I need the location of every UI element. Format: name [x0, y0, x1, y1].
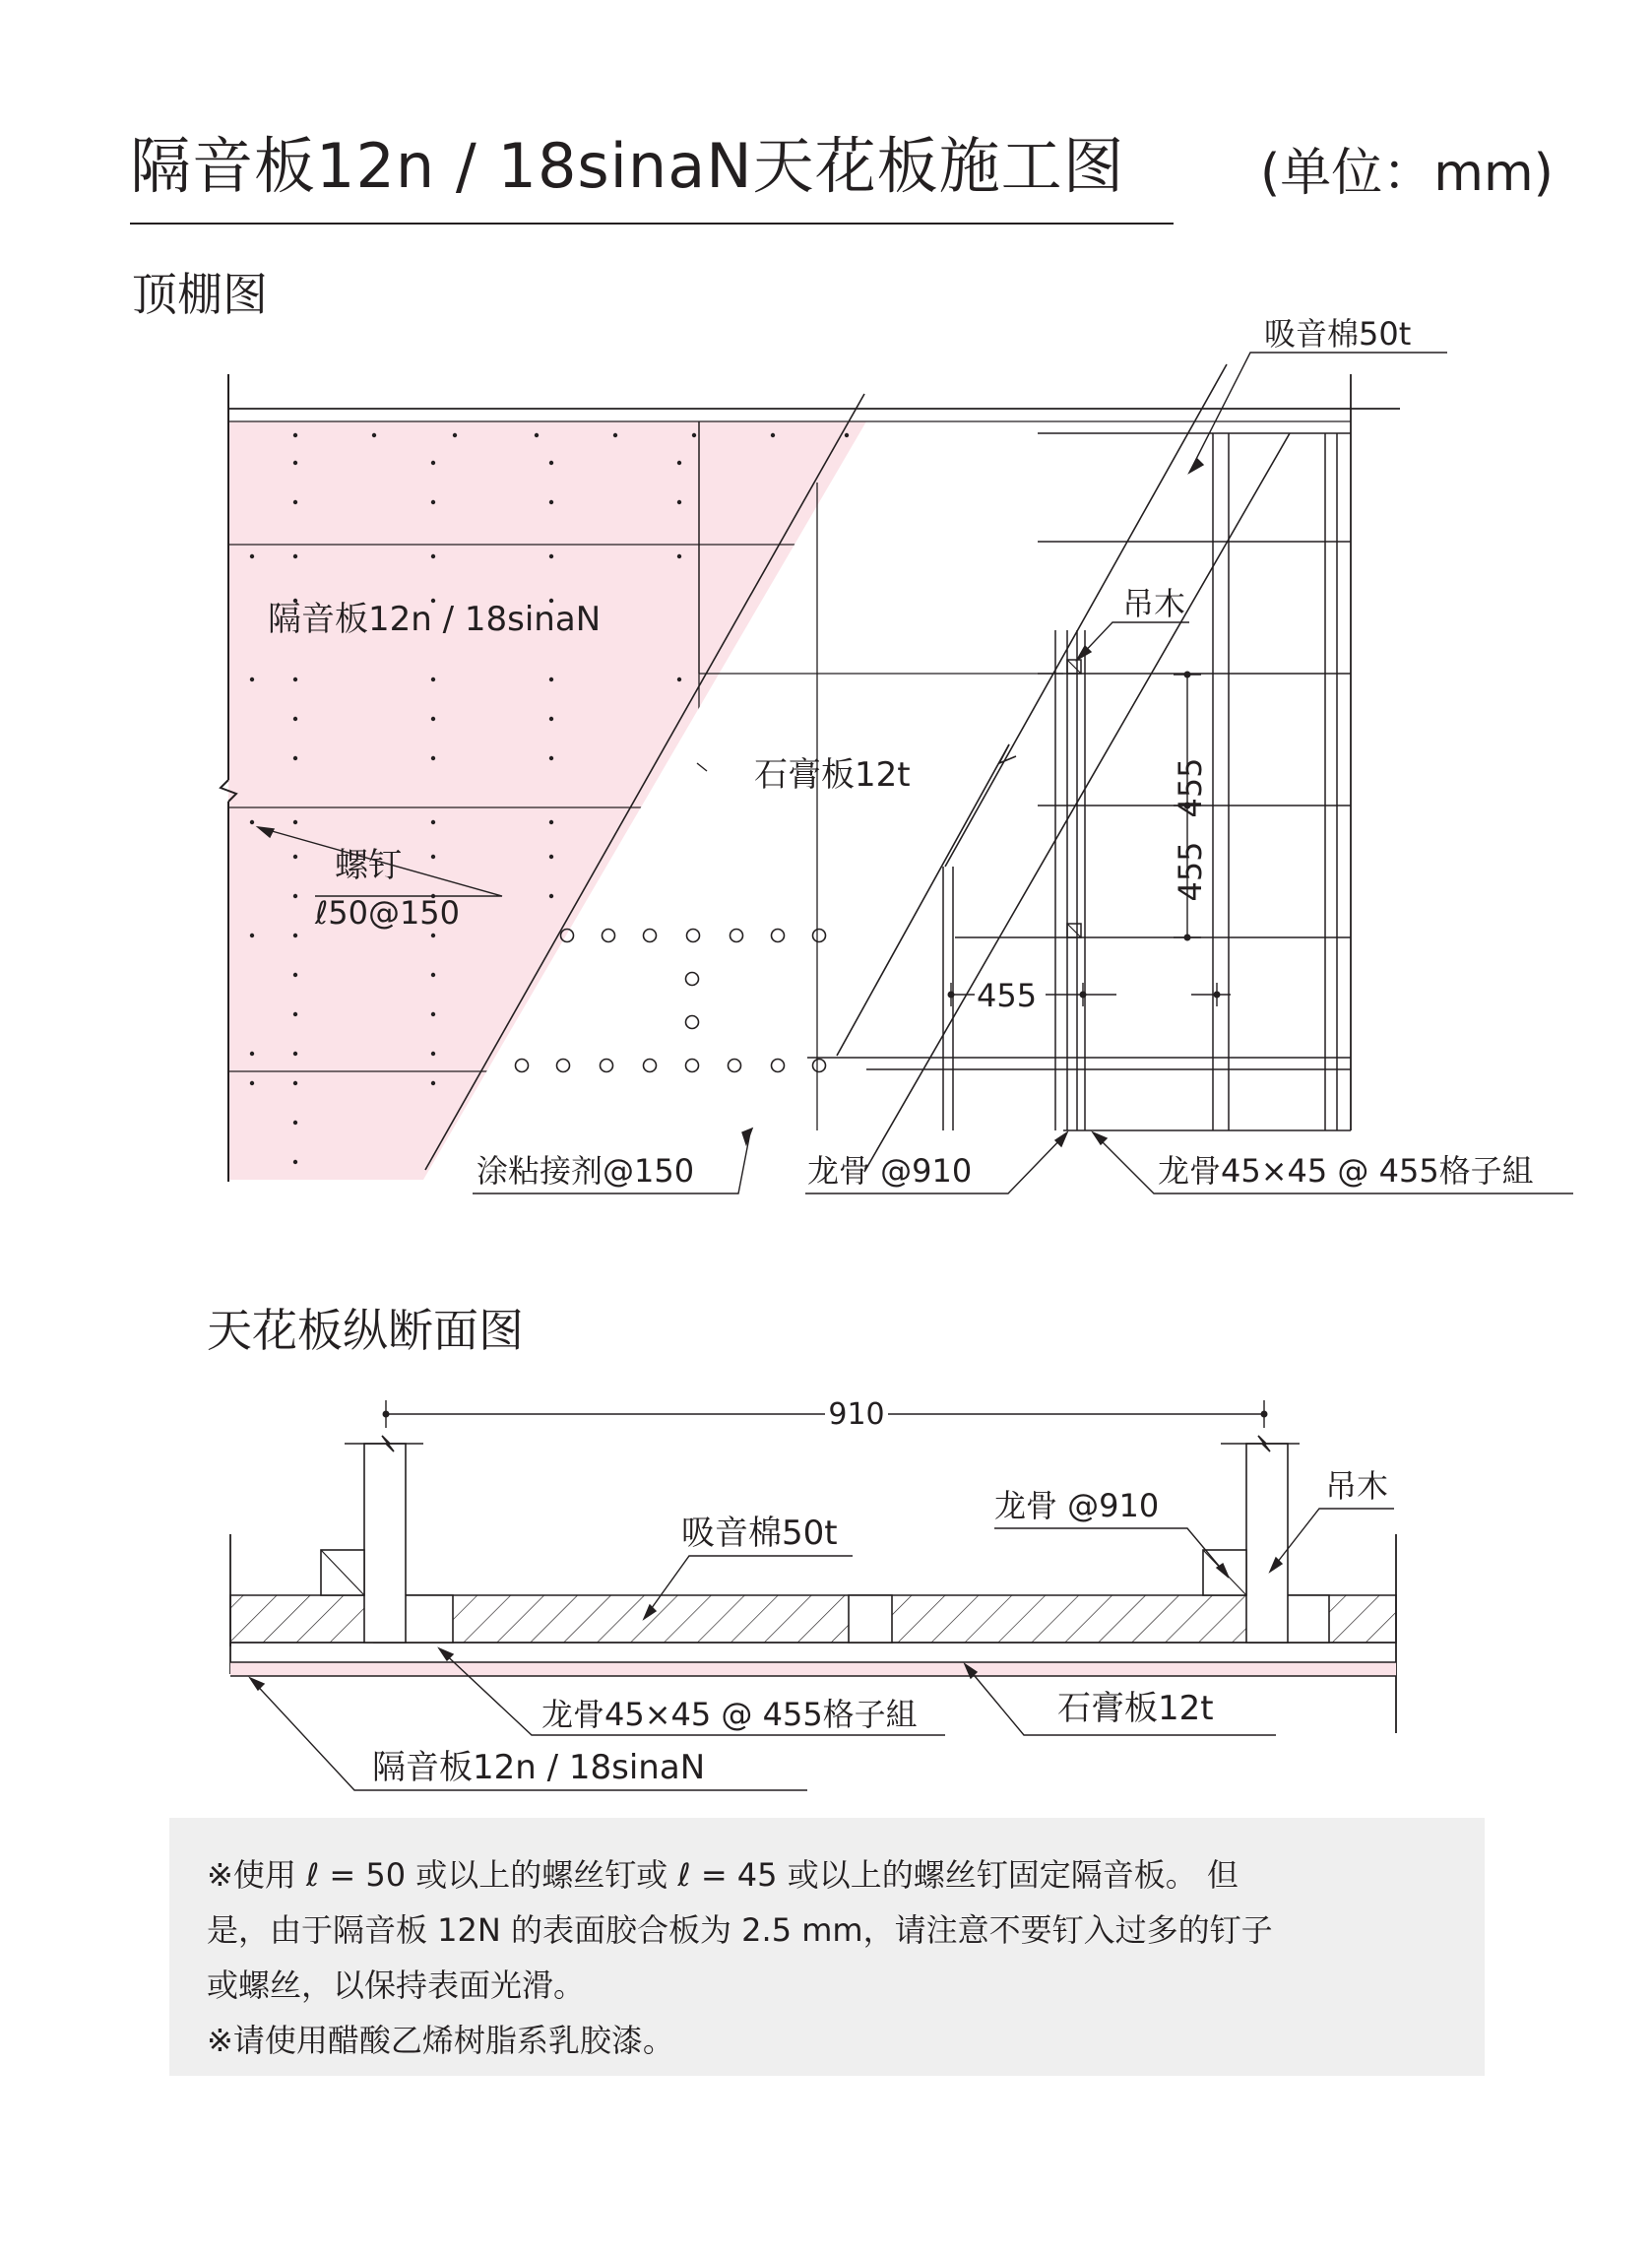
dim-horizontal: 455	[977, 977, 1038, 1014]
section-span-label: 910	[828, 1397, 885, 1432]
section-panel-label: 隔音板12n / 18sinaN	[372, 1748, 706, 1787]
note-line-1: ※使用 ℓ = 50 或以上的螺丝钉或 ℓ = 45 或以上的螺丝钉固定隔音板。 但	[207, 1856, 1239, 1894]
section-absorb-label: 吸音棉50t	[681, 1514, 838, 1553]
screw-label: 螺钉	[335, 846, 402, 885]
note-line-4: ※请使用醋酸乙烯树脂系乳胶漆。	[207, 2022, 674, 2059]
absorb-label: 吸音棉50t	[1264, 315, 1412, 353]
screw-spec-label: ℓ50@150	[315, 894, 461, 932]
plan-section-title: 顶棚图	[132, 268, 268, 321]
section-grid-label: 龙骨45×45 @ 455格子組	[541, 1696, 918, 1733]
grid-label: 龙骨45×45 @ 455格子組	[1158, 1152, 1534, 1190]
note-line-3: 或螺丝，以保持表面光滑。	[207, 1967, 586, 2004]
page-title: 隔音板12n / 18sinaN天花板施工图	[130, 130, 1125, 202]
dim-vertical-1: 455	[1172, 757, 1209, 818]
joist-label: 龙骨 @910	[807, 1152, 973, 1190]
dim-vertical-2: 455	[1172, 841, 1209, 902]
unit-label: (单位：mm)	[1260, 144, 1554, 203]
section-gypsum-label: 石膏板12t	[1057, 1689, 1214, 1728]
adhesive-label: 涂粘接剂@150	[477, 1152, 695, 1190]
gypsum-label: 石膏板12t	[754, 755, 911, 795]
panel-label: 隔音板12n / 18sinaN	[268, 600, 602, 639]
section-joist-label: 龙骨 @910	[994, 1487, 1160, 1524]
section-hanger-label: 吊木	[1325, 1467, 1389, 1505]
note-line-2: 是，由于隔音板 12N 的表面胶合板为 2.5 mm，请注意不要钉入过多的钉子	[207, 1911, 1273, 1949]
hanger-label: 吊木	[1122, 585, 1186, 622]
longitudinal-section-title: 天花板纵断面图	[207, 1304, 524, 1357]
